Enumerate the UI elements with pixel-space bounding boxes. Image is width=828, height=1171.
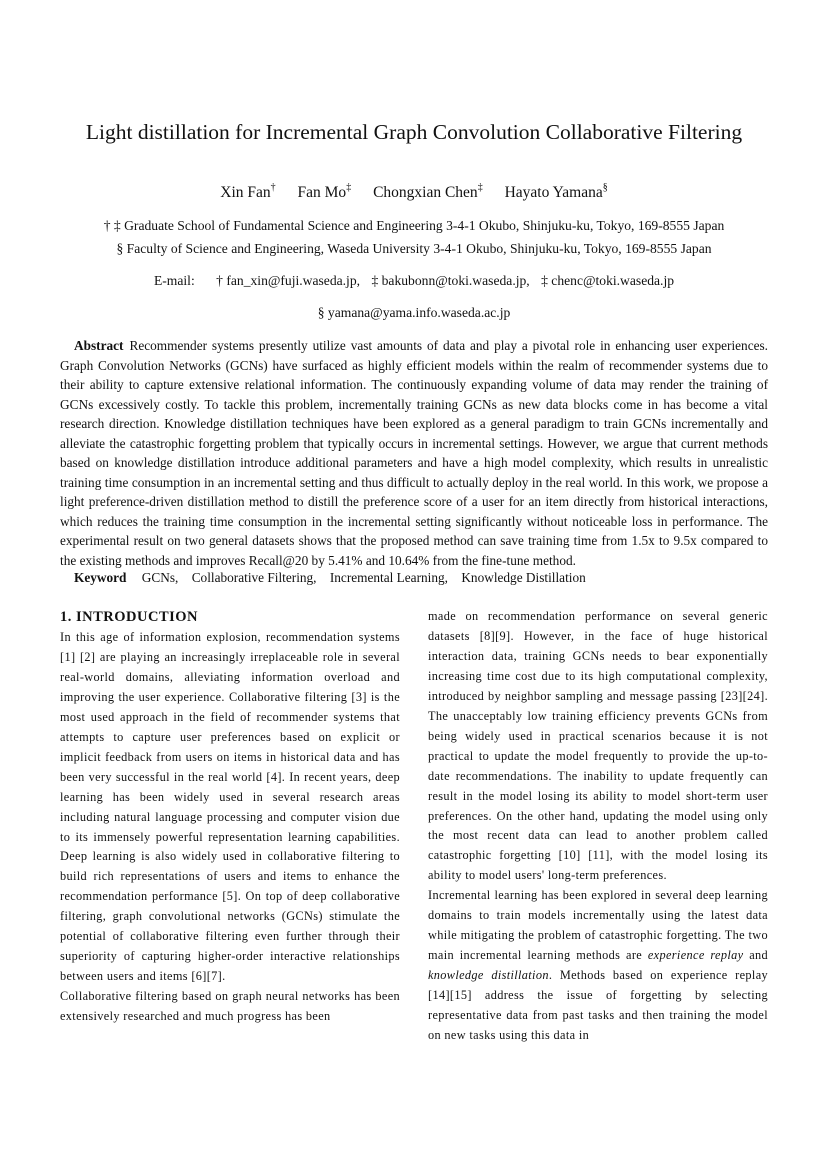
abstract-label: Abstract (74, 338, 124, 353)
author-mark: ‡ (346, 182, 352, 193)
author-name: Hayato Yamana (504, 184, 603, 201)
author-mark: § (602, 182, 608, 193)
author-name: Fan Mo (297, 184, 347, 201)
paper-title: Light distillation for Incremental Graph Convolution Collaborative Filtering (85, 120, 743, 144)
author-list (0, 184, 828, 202)
keyword: Knowledge Distillation (461, 570, 586, 585)
abstract-text: Recommender systems presently utilize vast amounts of data and play a pivotal role in enhancing user experiences. Graph Convolution Networks (GCNs) have surfaced as highly efficient models within the realm of recommender systems due to their ability to capture extensive relational information. The continuously expanding volume of data may render the training of GCNs excessively costly. To tackle this problem, incrementally training GCNs as new data blocks come in has become a vital research direction. Knowledge distillation techniques have been explored as a general paradigm to train GCNs incrementally and alleviate the catastrophic forgetting problem that typically occurs in incremental settings. However, we argue that current methods based on knowledge distillation introduce additional parameters and have a high model complexity, which results in unrealistic training time consumption in an incremental setting and thus difficult to actually deploy in the real world. In this work, we propose a light preference-driven distillation method to distill the preference score of a user for an item directly from historical interactions, which reduces the training time consumption in the incremental setting significantly without noticeable loss in performance. The experimental result on two general datasets shows that the proposed method can save training time from 1.5x to 9.5x compared to the existing methods and improves Recall@20 by 5.41% and 10.64% from the fine-tune method. (60, 338, 768, 568)
section-heading: 1. INTRODUCTION (60, 609, 199, 625)
paragraph: made on recommendation performance on several generic datasets [8][9]. However, in the face of huge historical interaction data, training GCNs needs to bear exponentially increasing time cost due to its high computational complexity, introduced by neighbor sampling and message passing [23][24]. The unacceptably low training efficiency prevents GCNs from being widely used in practical scenarios because it is not practical to update the model frequently to provide the up-to-date recommendations. The inability to update frequently can result in the model losing its ability to model short-term user preferences. On the other hand, updating the model using only the most recent data can lead to another problem called catastrophic forgetting [10] [11], with the model losing its ability to model users' long-term preferences. (428, 609, 768, 883)
keyword: GCNs, (141, 570, 179, 585)
email-address[interactable]: † fan_xin@fuji.waseda.jp, (216, 273, 361, 288)
paragraph-text: and (749, 948, 768, 963)
paragraph: In this age of information explosion, recommendation systems [1] [2] are playing an increasingly irreplaceable role in several real-world domains, alleviating information overload and improving the user experience. Collaborative filtering [3] is the most used approach in the field of recommender systems that attempts to capture user preferences based on explicit or implicit feedback from users on items in historical data and has been very successful in the real world [4]. In recent years, deep learning has been widely used in several research areas including natural language processing and computer vision due to its immensely powerful representation learning capabilities. Deep learning is also widely used in collaborative filtering to build rich representations of users and items to enhance the recommendation performance [5]. On top of deep collaborative filtering, graph convolutional networks (GCNs) stimulate the potential of collaborative filtering even further through their superiority of capturing higher-order interactive relationships between users and items [6][7]. (60, 630, 400, 984)
paragraph: Collaborative filtering based on graph neural networks has been extensively researched and much progress has been (60, 989, 400, 1024)
right-column (428, 607, 768, 1046)
author (373, 184, 483, 201)
email-address[interactable]: § yamana@yama.info.waseda.ac.jp (317, 305, 511, 320)
affiliation: § Faculty of Science and Engineering, Waseda University 3-4-1 Okubo, Shinjuku-ku, Tokyo, 169-8555 Japan (116, 241, 712, 256)
left-column (60, 628, 400, 1027)
keyword-label: Keyword (74, 570, 127, 585)
author (220, 184, 275, 201)
email-address[interactable]: ‡ bakubonn@toki.waseda.jp, (371, 273, 530, 288)
emphasis: experience replay (647, 948, 744, 963)
affiliation: † ‡ Graduate School of Fundamental Science and Engineering 3-4-1 Okubo, Shinjuku-ku, Tokyo, 169-8555 Japan (103, 218, 725, 233)
keyword: Incremental Learning, (329, 570, 448, 585)
author-name: Xin Fan (220, 184, 271, 201)
email-address[interactable]: ‡ chenc@toki.waseda.jp (541, 273, 675, 288)
paragraph-text: Incremental learning has been explored in several deep learning domains to train models incrementally using the latest data while mitigating the problem of catastrophic forgetting. The two main incremental learning methods are (428, 888, 768, 963)
paragraph-text: . Methods based on experience replay [14][15] address the issue of forgetting by selecting representative data from past tasks and then training the model on new tasks using this data in (428, 968, 768, 1043)
emphasis: knowledge distillation (428, 968, 549, 983)
author (298, 184, 352, 201)
keyword-line (74, 570, 596, 586)
email-line (0, 273, 828, 289)
email-label: E-mail: (153, 273, 195, 288)
keyword: Collaborative Filtering, (191, 570, 317, 585)
author (505, 184, 608, 201)
author-mark: ‡ (477, 182, 483, 193)
paragraph (428, 886, 768, 1046)
author-name: Chongxian Chen (373, 184, 478, 201)
abstract (60, 336, 768, 570)
author-mark: † (270, 182, 276, 193)
